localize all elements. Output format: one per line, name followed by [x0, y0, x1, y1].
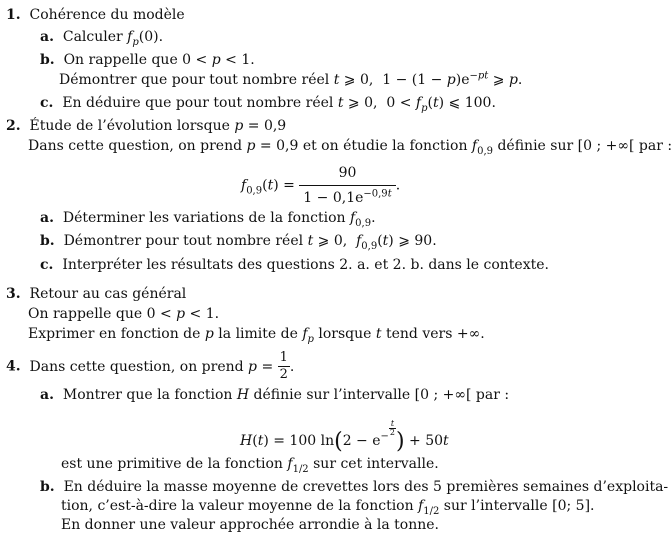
q1-heading: [6, 6, 185, 24]
q2c-label: c.: [40, 257, 54, 273]
q4-p-fraction: $\frac{1}{2}$: [279, 350, 288, 382]
q4b-line1: En déduire la masse moyenne de crevettes lors des 5 premières semaines d’exploita-: [63, 479, 669, 495]
q4b: [40, 478, 668, 496]
q2-intro: Dans cette question, on prend p = 0,9 et on étudie la fonction $f_{0,9}$ définie sur [0 ; +∞[ par :: [28, 138, 672, 157]
q4-formula: H(t) = 100 $\ln(2 - e^{- \frac{t}{2}}$ ) + 50t: [240, 419, 449, 454]
q1c-text: En déduire que pour tout nombre réel t ⩾ 0, $0 < f_p(t)$ ⩽ 100.: [62, 95, 496, 114]
q2-number: 2.: [6, 118, 21, 134]
q1-title: Cohérence du modèle: [29, 7, 185, 23]
q1a-label: a.: [40, 29, 54, 45]
q4a: [40, 386, 509, 404]
q1a-text: Calculer $f_p(0)$.: [62, 29, 164, 48]
q2c: [40, 256, 549, 274]
q3-heading: [6, 285, 186, 303]
q4b-line2: tion, c’est-à-dire la valeur moyenne de la fonction $f_{1/2}$ sur l’intervalle [0; 5].: [61, 498, 595, 517]
q1b-line2: Démontrer que pour tout nombre réel t ⩾ 0, $1 - (1 - p)e^{-pt}$ ⩾ p.: [59, 70, 523, 88]
q2-formula-fraction: [299, 163, 395, 208]
q3-line2: Exprimer en fonction de p la limite de $f_p$ lorsque t tend vers +∞.: [28, 326, 485, 345]
q1c: [40, 94, 496, 112]
q1b-line1: On rappelle que 0 < p < 1.: [63, 52, 255, 68]
q2-formula: $f_{0,9}(t)$ = $\frac{90}{1 - 0,1e^{-0,9t}}$ .: [241, 165, 401, 206]
q3-number: 3.: [6, 286, 21, 302]
q4a-label: a.: [40, 387, 54, 403]
q1c-label: c.: [40, 95, 54, 111]
q3-title: Retour au cas général: [29, 286, 187, 302]
q3-line1: On rappelle que 0 < p < 1.: [28, 306, 220, 322]
q4a-text: Montrer que la fonction H définie sur l’intervalle [0 ; +∞[ par :: [62, 387, 510, 403]
q2a-text: Déterminer les variations de la fonction $f_{0,9}$.: [62, 210, 376, 229]
q2-title: Étude de l’évolution lorsque p = 0,9: [29, 118, 287, 134]
q4-number: 4.: [6, 358, 21, 375]
q2-formula-denominator: $1 - 0,1e^{-0,9t}$: [303, 188, 392, 206]
q4b-line3: En donner une valeur approchée arrondie à la tonne.: [61, 517, 439, 533]
q4a-after: est une primitive de la fonction $f_{1/2}$ sur cet intervalle.: [61, 456, 439, 475]
q2-heading: [6, 117, 286, 135]
q1b: [40, 51, 255, 69]
q2c-text: Interpréter les résultats des questions 2. a. et 2. b. dans le contexte.: [62, 257, 549, 273]
q1b-label: b.: [40, 52, 55, 68]
q4-heading: [6, 351, 294, 382]
q4b-label: b.: [40, 479, 55, 495]
q1a: [40, 28, 163, 46]
q2b-text: Démontrer pour tout nombre réel t ⩾ 0, $f_{0,9}(t)$ ⩾ 90.: [63, 233, 437, 252]
q2b-label: b.: [40, 233, 55, 249]
q4-intro: Dans cette question, on prend p = $\frac{1}{2}$ .: [29, 350, 295, 382]
q2a-label: a.: [40, 210, 54, 226]
q1-number: 1.: [6, 7, 21, 23]
q2a: [40, 209, 376, 227]
q2-formula-numerator: 90: [299, 163, 395, 186]
q2b: [40, 232, 437, 250]
